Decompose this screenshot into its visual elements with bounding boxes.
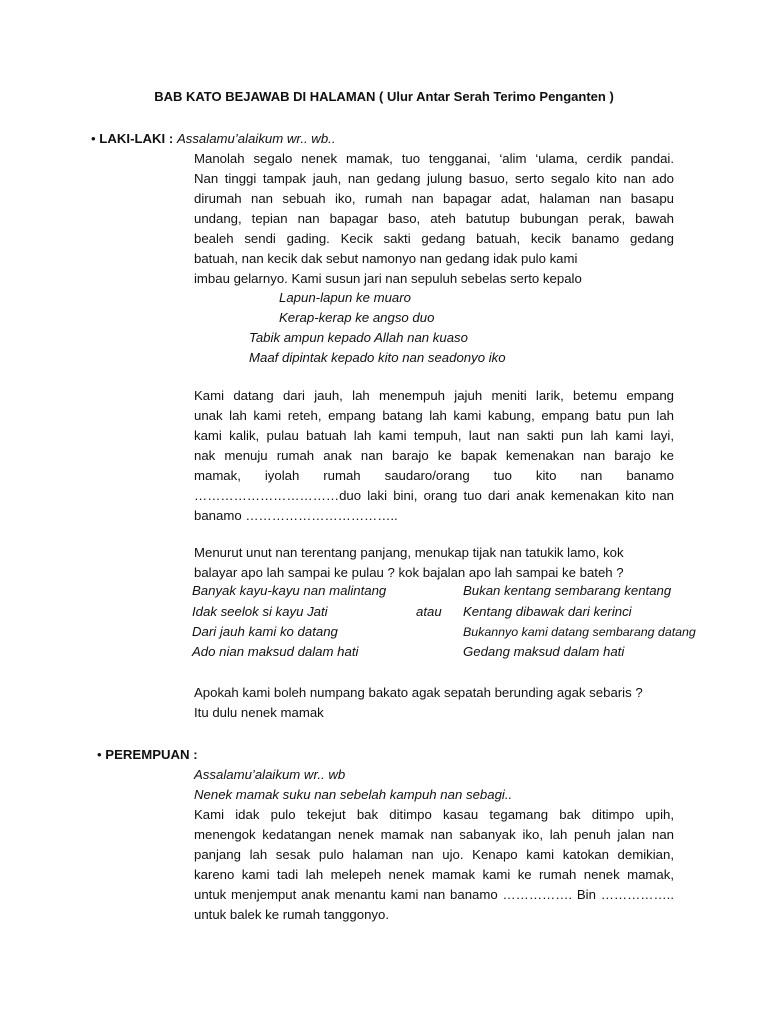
text-line: mamak, iyolah rumah saudaro/orang tuo kito nan banamo <box>194 468 674 483</box>
pantun-line: Lapun-lapun ke muaro <box>279 290 411 305</box>
pantun-right-line: Bukan kentang sembarang kentang <box>463 583 672 598</box>
text-line: unak lah kami reteh, empang batang lah kami kabung, empang batu pun lah <box>194 408 674 423</box>
text-line: batuah, nan kecik dak sebut namonyo nan gedang idak pulo kami <box>194 251 578 266</box>
paragraph-laki-1 <box>194 149 674 289</box>
bullet: • <box>91 131 96 146</box>
text-line: Kami idak pulo tekejut bak ditimpo kasau tegamang bak ditimpo upih, <box>194 807 674 822</box>
text-line: nak menuju rumah anak nan barajo ke bapak kemenakan nan barajo ke <box>194 448 674 463</box>
paragraph-laki-4 <box>194 683 674 723</box>
pantun-line: Maaf dipintak kepado kito nan seadonyo iko <box>249 350 506 365</box>
text-line: panjang lah sesak pulo halaman nan ujo. Kenapo kami katokan demikian, <box>194 847 674 862</box>
document-title: BAB KATO BEJAWAB DI HALAMAN ( Ulur Antar Serah Terimo Penganten ) <box>154 89 614 104</box>
paragraph-laki-3 <box>194 543 674 583</box>
pantun-right-line: Kentang dibawak dari kerinci <box>463 604 632 619</box>
text-line: Apokah kami boleh numpang bakato agak sepatah berunding agak sebaris ? <box>194 685 643 700</box>
speaker-label-laki: LAKI-LAKI : <box>99 131 174 146</box>
greeting-laki: Assalamu’alaikum wr.. wb.. <box>176 131 336 146</box>
text-line: Manolah segalo nenek mamak, tuo tengganai, ‘alim ‘ulama, cerdik pandai. <box>194 151 674 166</box>
paragraph-perempuan-1 <box>194 805 674 925</box>
section-laki-laki-heading <box>91 129 336 149</box>
text-line: untuk balek ke rumah tanggonyo. <box>194 907 390 922</box>
greeting-perempuan-2: Nenek mamak suku nan sebelah kampuh nan sebagi.. <box>194 787 513 802</box>
pantun-left-line: Idak seelok si kayu Jati <box>192 604 328 619</box>
pantun-right-line: Gedang maksud dalam hati <box>463 644 625 659</box>
pantun-left-line: Dari jauh kami ko datang <box>192 624 338 639</box>
text-line: banamo …………………………….. <box>194 508 398 523</box>
text-line: ……………………………duo laki bini, orang tuo dari anak kemenakan kito nan <box>194 488 674 503</box>
text-line: balayar apo lah sampai ke pulau ? kok bajalan apo lah sampai ke bateh ? <box>194 565 624 580</box>
speaker-label-perempuan: PEREMPUAN : <box>105 747 198 762</box>
greeting-perempuan: Assalamu’alaikum wr.. wb <box>194 767 346 782</box>
text-line: Kami datang dari jauh, lah menempuh jajuh meniti larik, betemu empang <box>194 388 674 403</box>
text-line: untuk menjemput anak menantu kami nan banamo ……………. Bin …………….. <box>194 887 674 902</box>
section-perempuan-heading <box>97 745 198 765</box>
atau-connector: atau <box>416 604 442 619</box>
text-line: imbau gelarnyo. Kami susun jari nan sepuluh sebelas serto kepalo <box>194 271 582 286</box>
text-line: Nan tinggi tampak jauh, nan gedang julung basuo, serto segalo kito nan ado <box>194 171 674 186</box>
text-line: menengok kedatangan nenek mamak nan sabanyak iko, lah penuh jalan nan <box>194 827 674 842</box>
text-line: Itu dulu nenek mamak <box>194 705 324 720</box>
text-line: Menurut unut nan terentang panjang, menukap tijak nan tatukik lamo, kok <box>194 545 624 560</box>
pantun-line: Kerap-kerap ke angso duo <box>279 310 435 325</box>
paragraph-laki-2 <box>194 386 674 526</box>
pantun-right-line: Bukannyo kami datang sembarang datang <box>463 625 696 639</box>
bullet: • <box>97 747 102 762</box>
text-line: kareno kami tadi lah melepeh nenek mamak kami ke rumah nenek mamak, <box>194 867 674 882</box>
pantun-left-line: Banyak kayu-kayu nan malintang <box>192 583 387 598</box>
text-line: undang, tepian nan bapagar baso, ateh batutup bubungan perak, bawah <box>194 211 674 226</box>
text-line: dirumah nan sebuah iko, rumah nan bapagar adat, halaman nan basapu <box>194 191 674 206</box>
text-line: kami kalik, pulau batuah lah kami tempuh, laut nan sakti pun lah kami layi, <box>194 428 674 443</box>
pantun-left-line: Ado nian maksud dalam hati <box>192 644 359 659</box>
text-line: bealeh sendi gading. Kecik sakti gedang batuah, kecik banamo gedang <box>194 231 674 246</box>
pantun-line: Tabik ampun kepado Allah nan kuaso <box>249 330 468 345</box>
